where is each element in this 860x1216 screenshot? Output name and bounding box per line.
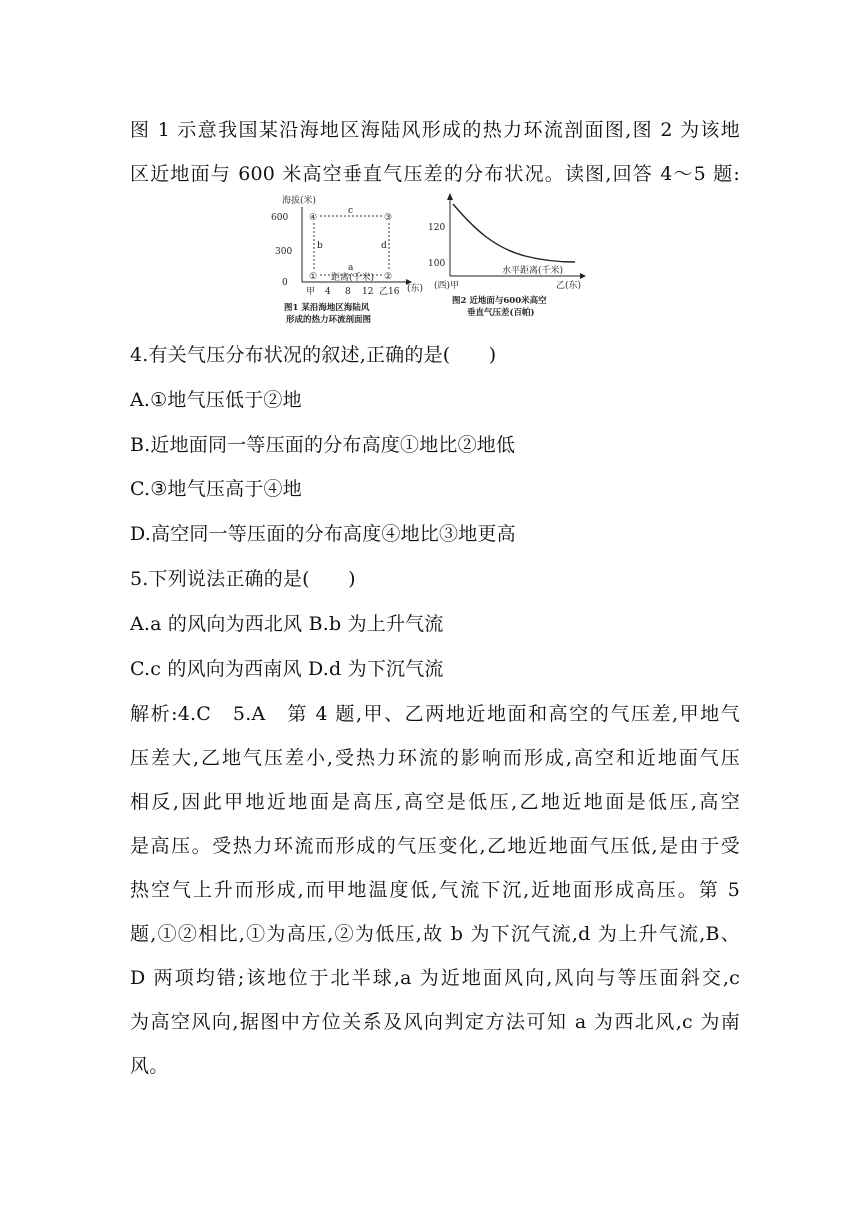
question-4-option-b: B.近地面同一等压面的分布高度①地比②地低 bbox=[130, 434, 516, 456]
fig1-point-4: ④ bbox=[309, 213, 318, 223]
fig1-arrow-a: a bbox=[348, 263, 354, 273]
analysis-line-4: 是高压。受热力环流而形成的气压变化,乙地近地面气压低,是由于受 bbox=[130, 835, 740, 857]
fig1-arrow-d: d bbox=[381, 241, 387, 251]
question-4-stem: 4.有关气压分布状况的叙述,正确的是( ) bbox=[130, 344, 497, 366]
analysis-line-1: 解析:4.C 5.A 第 4 题,甲、乙两地近地面和高空的气压差,甲地气 bbox=[130, 703, 740, 725]
fig2-caption-1: 图2 近地面与600米高空 bbox=[452, 296, 547, 306]
figures bbox=[270, 190, 600, 335]
question-5-options-cd: C.c 的风向为西南风 D.d 为下沉气流 bbox=[130, 658, 444, 680]
fig1-ytick-600: 600 bbox=[271, 213, 289, 223]
analysis-line-5: 热空气上升而形成,而甲地温度低,气流下沉,近地面形成高压。第 5 bbox=[130, 879, 740, 901]
fig1-arrow-c: c bbox=[348, 206, 354, 216]
fig2-ytick-100: 100 bbox=[428, 259, 446, 269]
fig2-curve bbox=[453, 204, 575, 262]
intro-line-1: 图 1 示意我国某沿海地区海陆风形成的热力环流剖面图,图 2 为该地 bbox=[130, 119, 740, 141]
fig1-xtick-jia: 甲 bbox=[306, 287, 316, 297]
fig1-arrow-b: b bbox=[317, 241, 323, 251]
analysis-line-3: 相反,因此甲地近地面是高压,高空是低压,乙地近地面是低压,高空 bbox=[130, 791, 740, 813]
analysis-line-7: D 两项均错;该地位于北半球,a 为近地面风向,风向与等压面斜交,c bbox=[130, 967, 740, 989]
question-4-option-d: D.高空同一等压面的分布高度④地比③地更高 bbox=[130, 523, 516, 545]
fig2-ytick-120: 120 bbox=[428, 223, 446, 233]
analysis-line-8: 为高空风向,据图中方位关系及风向判定方法可知 a 为西北风,c 为南 bbox=[130, 1011, 740, 1033]
analysis-line-2: 压差大,乙地气压差小,受热力环流的影响而形成,高空和近地面气压 bbox=[130, 747, 740, 769]
fig2-left: (西)甲 bbox=[434, 281, 460, 291]
question-5-stem: 5.下列说法正确的是( ) bbox=[130, 568, 356, 590]
fig1-point-2: ② bbox=[384, 272, 393, 282]
fig2-xlabel: 水平距离(千米) bbox=[502, 266, 564, 276]
fig1-xtick-4: 4 bbox=[325, 287, 331, 297]
fig1-caption-2: 形成的热力环流剖面图 bbox=[286, 315, 372, 325]
fig2-caption-2: 垂直气压差(百帕) bbox=[467, 308, 535, 318]
intro-line-2: 区近地面与 600 米高空垂直气压差的分布状况。读图,回答 4～5 题: bbox=[130, 163, 740, 185]
fig1-xtick-yi16: 乙16 bbox=[379, 287, 400, 297]
question-4-option-a: A.①地气压低于②地 bbox=[130, 389, 302, 411]
fig1-xtick-8: 8 bbox=[345, 287, 351, 297]
fig1-point-3: ③ bbox=[384, 213, 393, 223]
figures-svg bbox=[270, 190, 600, 335]
fig1-point-1: ① bbox=[309, 272, 318, 282]
figure-1 bbox=[271, 194, 423, 325]
fig1-xlabel: 距离(千米) bbox=[331, 273, 375, 283]
analysis-line-6: 题,①②相比,①为高压,②为低压,故 b 为下沉气流,d 为上升气流,B、 bbox=[130, 923, 740, 945]
question-4-option-c: C.③地气压高于④地 bbox=[130, 478, 302, 500]
fig1-ylabel: 海拔(米) bbox=[282, 196, 317, 206]
question-5-options-ab: A.a 的风向为西北风 B.b 为上升气流 bbox=[130, 613, 444, 635]
figure-2 bbox=[428, 193, 586, 318]
fig1-ytick-0: 0 bbox=[282, 278, 288, 288]
fig2-right: 乙(东) bbox=[556, 281, 582, 291]
fig1-ytick-300: 300 bbox=[275, 247, 293, 257]
fig1-xtick-12: 12 bbox=[362, 287, 374, 297]
fig1-caption-1: 图1 某沿海地区海陆风 bbox=[284, 303, 370, 313]
fig1-east: (东) bbox=[407, 284, 424, 294]
analysis-line-9: 风。 bbox=[130, 1055, 169, 1077]
